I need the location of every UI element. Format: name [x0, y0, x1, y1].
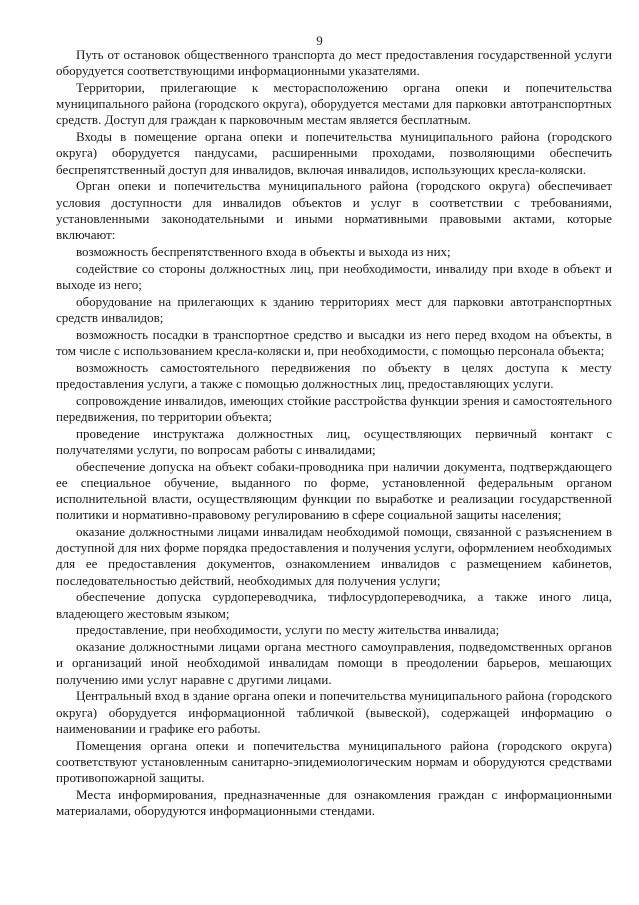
page-number: 9 [316, 33, 323, 48]
paragraph: Входы в помещение органа опеки и попечительства муниципального района (городского округа) оборудуется пандусами, расширенными проходами, позволяющими обеспечить беспрепятственный доступ для инвалидов, включая инвалидов, использующих кресла-коляски. [56, 129, 612, 177]
list-item: обеспечение допуска сурдопереводчика, тифлосурдопереводчика, а также иного лица, владеющего жестовым языком; [56, 589, 612, 621]
list-item: сопровождение инвалидов, имеющих стойкие расстройства функции зрения и самостоятельного передвижения, по территории объекта; [56, 392, 613, 424]
paragraph: Орган опеки и попечительства муниципального района (городского округа) обеспечивает условия доступности для инвалидов объектов и услуг в соответствии с требованиями, установленными законодательными и иными нормативными правовыми актами, которые включают: [56, 178, 612, 243]
document-body [56, 47, 612, 820]
list-item: возможность самостоятельного передвижения по объекту в целях доступа к месту предоставления услуги, а также с помощью должностных лиц, предоставляющих услуги. [56, 359, 612, 391]
list-item: возможность беспрепятственного входа в объекты и выхода из них; [76, 243, 451, 259]
paragraph: Места информирования, предназначенные для ознакомления граждан с информационными материалами, оборудуются информационными стендами. [56, 786, 612, 819]
list-item: содействие со стороны должностных лиц, при необходимости, инвалиду при входе в объект и выходе из него; [56, 260, 612, 292]
paragraph: Центральный вход в здание органа опеки и попечительства муниципального района (городского округа) оборудуется информационной табличкой (вывеской), содержащей информацию о наименовании и графике его работы. [56, 688, 612, 736]
list-item: оказание должностными лицами органа местного самоуправления, подведомственных органов и организаций иной необходимой инвалидам помощи в преодолении барьеров, мешающих получению ими услуг наравне с другими лицами. [56, 639, 612, 687]
paragraph: Территории, прилегающие к месторасположению органа опеки и попечительства муниципального района (городского округа), оборудуется местами для парковки автотранспортных средств. Доступ для граждан к парковочным местам является бесплатным. [56, 80, 612, 128]
list-item: оборудование на прилегающих к зданию территориях мест для парковки автотранспортных средств инвалидов; [56, 293, 612, 325]
list-item: возможность посадки в транспортное средство и высадки из него перед входом на объекты, в том числе с использованием кресла-коляски и, при необходимости, с помощью персонала объекта; [56, 326, 612, 358]
list-item: обеспечение допуска на объект собаки-проводника при наличии документа, подтверждающего ее специальное обучение, выданного по форме, установленной федеральным органом исполнительной власти, осуществляющим функции по выработке и реализации государственной политики и нормативно-правовому регулированию в сфере социальной защиты населения; [56, 458, 612, 523]
list-item: оказание должностными лицами инвалидам необходимой помощи, связанной с разъяснением в доступной для них форме порядка предоставления и получения услуги, оформлением необходимых для ее предоставления документов, ознакомлением инвалидов с размещением кабинетов, последовательностью действий, необходимых для получения услуги; [56, 524, 612, 588]
paragraph: Помещения органа опеки и попечительства муниципального района (городского округа) соответствуют установленным санитарно-эпидемиологическим нормам и оборудуются средствами противопожарной защиты. [56, 737, 612, 786]
paragraph: Путь от остановок общественного транспорта до мест предоставления государственной услуги оборудуется соответствующими информационными указателями. [56, 47, 612, 79]
list-item: проведение инструктажа должностных лиц, осуществляющих первичный контакт с получателями услуги, по вопросам работы с инвалидами; [56, 425, 612, 457]
list-item: предоставление, при необходимости, услуги по месту жительства инвалида; [76, 622, 500, 638]
